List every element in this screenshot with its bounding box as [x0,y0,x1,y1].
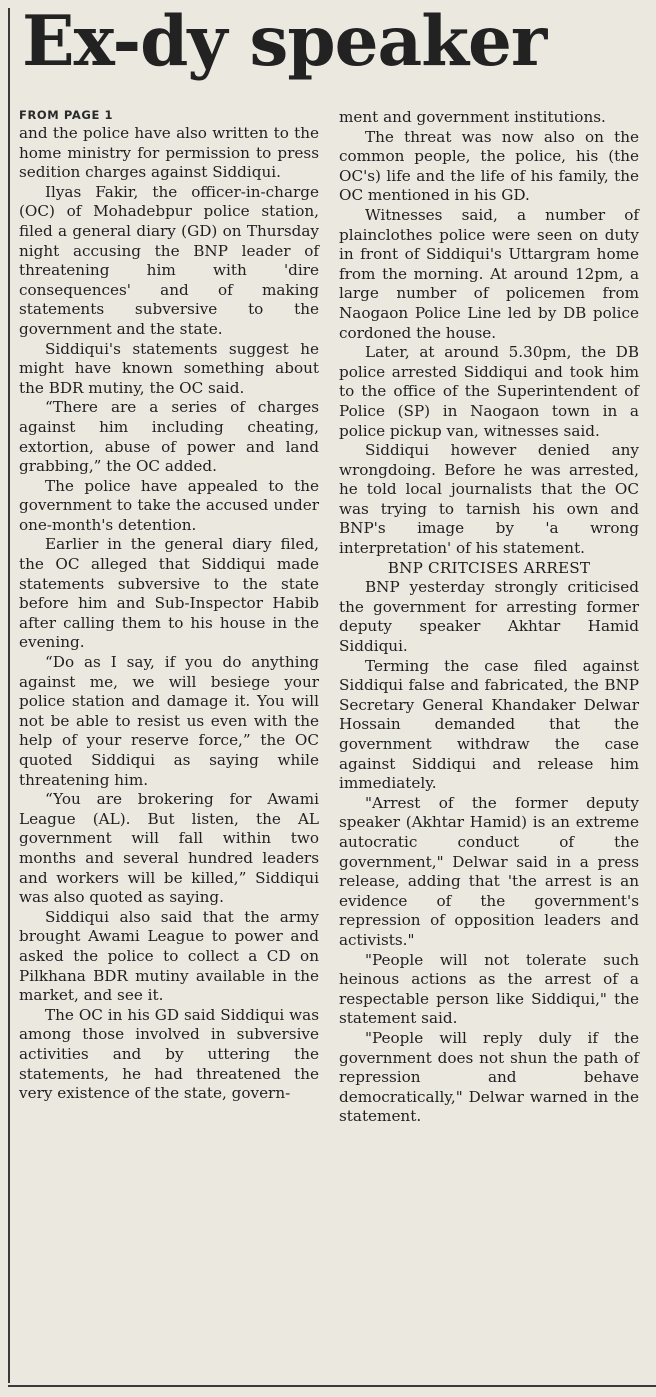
paragraph: Earlier in the general diary filed, the OC alleged that Siddiqui made statements subversive to the state before him and Sub-Inspector Habib after calling them to his house in the evening. [19,535,319,652]
paragraph: BNP yesterday strongly criticised the government for arresting former deputy speaker Akhtar Hamid Siddiqui. [339,578,639,656]
paragraph: The OC in his GD said Siddiqui was among those involved in subversive activities and by uttering the statements, he had threatened the very existence of the state, govern- [19,1005,319,1103]
headline: Ex-dy speaker [22,1,547,82]
article-body [19,108,647,1378]
paragraph: “You are brokering for Awami League (AL). But listen, the AL government will fall within two months and several hundred leaders and workers will be killed,” Siddiqui was also quoted as saying. [19,790,319,907]
paragraph: Witnesses said, a number of plainclothes police were seen on duty in front of Siddiqui's Uttargram home from the morning. At around 12pm, a large number of policemen from Naogaon Police Line led by DB police cordoned the house. [339,205,639,342]
paragraph: Siddiqui's statements suggest he might have known something about the BDR mutiny, the OC said. [19,339,319,397]
paragraph: Later, at around 5.30pm, the DB police arrested Siddiqui and took him to the office of the Superintendent of Police (SP) in Naogaon town in a police pickup van, witnesses said. [339,343,639,440]
bottom-rule [8,1385,656,1387]
paragraph: Siddiqui also said that the army brought Awami League to power and asked the police to collect a CD on Pilkhana BDR mutiny available in the market, and see it. [19,907,319,1005]
paragraph: “There are a series of charges against him including cheating, extortion, abuse of power and land grabbing,” the OC added. [19,398,319,476]
section-subhead: BNP CRITCISES ARREST [387,558,591,577]
paragraph: "People will reply duly if the government does not shun the path of repression and behave democratically," Delwar warned in the statement. [339,1028,639,1126]
paragraph: "People will not tolerate such heinous actions as the arrest of a respectable person like Siddiqui," the statement said. [339,950,639,1028]
paragraph: and the police have also written to the home ministry for permission to press sedition charges against Siddiqui. [19,124,319,182]
left-column-rule [8,8,10,1383]
paragraph: "Arrest of the former deputy speaker (Akhtar Hamid) is an extreme autocratic conduct of the government," Delwar said in a press release, adding that 'the arrest is an evidence of the government's repression of opposition leaders and activists." [339,793,639,949]
paragraph: “Do as I say, if you do anything against me, we will besiege your police station and damage it. You will not be able to resist us even with the help of your reserve force,” the OC quoted Siddiqui as saying while threatening him. [19,653,319,789]
paragraph: Terming the case filed against Siddiqui false and fabricated, the BNP Secretary General Khandaker Delwar Hossain demanded that the government withdraw the case against Siddiqui and release him immediately. [339,656,639,793]
column-1 [19,108,319,1378]
from-page-label: FROM PAGE 1 [19,108,114,122]
paragraph: The threat was now also on the common people, the police, his (the OC's) life and the life of his family, the OC mentioned in his GD. [339,127,639,205]
paragraph: Ilyas Fakir, the officer-in-charge (OC) of Mohadebpur police station, filed a general diary (GD) on Thursday night accusing the BNP leader of threatening him with 'dire consequences' and of making statements subversive to the government and the state. [19,182,319,338]
paragraph: ment and government institutions. [339,108,606,126]
column-2 [339,108,639,1378]
paragraph: The police have appealed to the government to take the accused under one-month's detention. [19,476,319,534]
paragraph: Siddiqui however denied any wrongdoing. Before he was arrested, he told local journalists that the OC was trying to tarnish his own and BNP's image by 'a wrong interpretation' of his statement. [339,441,639,558]
